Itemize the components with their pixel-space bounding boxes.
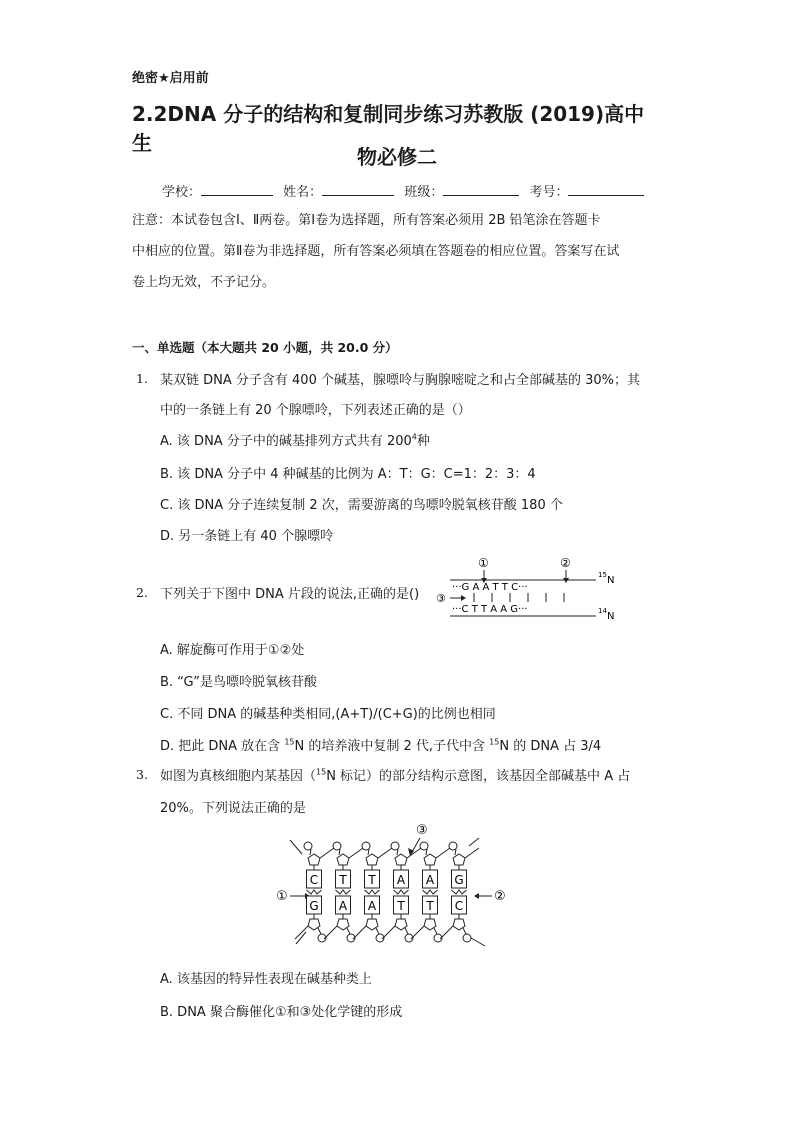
sugar-top (366, 854, 378, 865)
hydrogen-bond (394, 890, 409, 894)
backbone-bond (347, 928, 350, 934)
phosphate-top (391, 842, 399, 850)
name-label: 姓名： (283, 185, 323, 200)
notice-line: 注意：本试卷包含Ⅰ、Ⅱ两卷。第Ⅰ卷为选择题，所有答案必须用 2B 铅笔涂在答题卡 (132, 213, 601, 228)
section-heading: 一、单选题（本大题共 20 小题，共 20.0 分） (132, 340, 398, 355)
hydrogen-bond (307, 890, 322, 894)
label-3: ③ (416, 823, 428, 838)
notice-line: 卷上均无效，不予记分。 (132, 275, 276, 290)
phosphate-top (304, 842, 312, 850)
bottom-strand: ···C T T A A G··· (452, 604, 528, 615)
base-letter-bottom: T (397, 899, 405, 913)
page-title-line1: 2.2DNA 分子的结构和复制同步练习苏教版 (2019)高中生 (132, 102, 645, 155)
sugar-top (395, 854, 407, 865)
backbone-bond (463, 928, 466, 934)
student-info-row (162, 181, 650, 200)
superscript: 4 (411, 432, 417, 442)
class-label: 班级： (404, 185, 444, 200)
option-text: N 的培养液中复制 2 代,子代中含 (294, 739, 490, 754)
backbone-bond (382, 926, 395, 939)
option-text: 种 (416, 434, 430, 449)
backbone-bond (378, 848, 392, 858)
base-letter-top: C (309, 873, 319, 887)
backbone-bond (324, 926, 337, 939)
base-letter-bottom: A (367, 899, 377, 913)
isotope-label: N (607, 611, 615, 622)
stem-text: 如图为真核细胞内某基因（ (160, 769, 317, 784)
backbone-bond (318, 928, 321, 934)
school-label: 学校： (162, 185, 202, 200)
hydrogen-bond (423, 890, 438, 894)
label-1: ① (276, 889, 288, 904)
sugar-top (337, 854, 349, 865)
option-d[interactable] (160, 735, 601, 754)
option-text: N 的 DNA 占 3/4 (499, 739, 602, 754)
option-text: D. 把此 DNA 放在含 (160, 739, 285, 754)
hydrogen-bond (365, 890, 380, 894)
hydrogen-bond (452, 890, 467, 894)
stem-text: N 标记）的部分结构示意图，该基因全部碱基中 A 占 (326, 769, 631, 784)
number-label: 考号： (529, 185, 569, 200)
option-a[interactable] (160, 430, 430, 449)
superscript: 15 (316, 767, 327, 777)
hydrogen-bond (336, 890, 351, 894)
isotope-sup: 14 (598, 607, 607, 615)
backbone-bond (349, 848, 363, 858)
backbone-bond (411, 926, 424, 939)
base-letter-bottom: C (454, 899, 464, 913)
base-letter-top: T (339, 873, 347, 887)
base-letter-top: A (396, 873, 406, 887)
question-number: 3. (136, 767, 148, 782)
backbone-bond (376, 928, 379, 934)
strand-end (290, 840, 302, 854)
school-field[interactable] (201, 183, 273, 196)
backbone-bond (405, 928, 408, 934)
name-field[interactable] (322, 183, 394, 196)
base-letter-bottom: A (338, 899, 348, 913)
option-d[interactable]: D. 另一条链上有 40 个腺嘌呤 (160, 529, 334, 544)
sugar-top (308, 854, 320, 865)
label-1: ① (478, 556, 489, 570)
phosphate-top (362, 842, 370, 850)
sugar-top (424, 854, 436, 865)
option-c[interactable]: C. 不同 DNA 的碱基种类相同,(A+T)/(C+G)的比例也相同 (160, 707, 496, 722)
backbone-bond (436, 848, 450, 858)
isotope-label: N (607, 575, 615, 586)
base-letter-bottom: G (309, 899, 319, 913)
strand-end (296, 932, 306, 944)
notice-line: 中相应的位置。第Ⅱ卷为非选择题，所有答案必须填在答题卷的相应位置。答案写在试 (132, 244, 620, 259)
option-a[interactable]: A. 解旋酶可作用于①②处 (160, 643, 305, 658)
dna-structure-diagram (272, 818, 512, 958)
phosphate-top (449, 842, 457, 850)
option-b[interactable]: B. DNA 聚合酶催化①和③处化学键的形成 (160, 1005, 403, 1020)
exam-notice (132, 205, 662, 298)
isotope-sup: 15 (598, 571, 607, 579)
page-title-line2: 物必修二 (357, 145, 437, 169)
backbone-bond (353, 926, 366, 939)
question-stem: 某双链 DNA 分子含有 400 个碱基，腺嘌呤与胸腺嘧啶之和占全部碱基的 30%；其 (160, 373, 640, 388)
confidential-mark: 绝密★启用前 (132, 71, 209, 86)
option-c[interactable]: C. 该 DNA 分子连续复制 2 次，需要游离的鸟嘌呤脱氧核苷酸 180 个 (160, 498, 563, 513)
question-stem: 20%。下列说法正确的是 (160, 801, 306, 816)
question-stem: 中的一条链上有 20 个腺嘌呤，下列表述正确的是（） (160, 403, 471, 418)
strand-end (469, 838, 479, 846)
question-stem (160, 765, 630, 784)
base-letter-top: G (454, 873, 464, 887)
question-number: 1. (136, 371, 148, 386)
base-letter-top: A (425, 873, 435, 887)
phosphate-top (420, 842, 428, 850)
option-b[interactable]: B. “G”是鸟嘌呤脱氧核苷酸 (160, 675, 317, 690)
option-b[interactable]: B. 该 DNA 分子中 4 种碱基的比例为 A：T：G：C=1：2：3：4 (160, 467, 536, 482)
class-field[interactable] (443, 183, 519, 196)
backbone-bond (320, 848, 334, 858)
superscript: 15 (284, 737, 295, 747)
phosphate-bottom (463, 934, 471, 942)
backbone-bond (440, 926, 453, 939)
superscript: 15 (489, 737, 500, 747)
dna-fragment-diagram (436, 554, 626, 626)
base-letter-top: T (368, 873, 376, 887)
sugar-top (453, 854, 465, 865)
question-stem: 下列关于下图中 DNA 片段的说法,正确的是() (160, 587, 420, 602)
top-strand: ···G A A T T C··· (452, 582, 528, 593)
label-2: ② (560, 556, 571, 570)
option-text: A. 该 DNA 分子中的碱基排列方式共有 200 (160, 434, 412, 449)
label-3: ③ (436, 592, 446, 605)
backbone-bond (465, 848, 479, 858)
backbone-bond (434, 928, 437, 934)
question-number: 2. (136, 585, 148, 600)
phosphate-top (333, 842, 341, 850)
strand-end (471, 938, 485, 946)
base-letter-bottom: T (426, 899, 434, 913)
option-a[interactable]: A. 该基因的特异性表现在碱基种类上 (160, 972, 372, 987)
label-2: ② (494, 889, 506, 904)
number-field[interactable] (568, 183, 644, 196)
